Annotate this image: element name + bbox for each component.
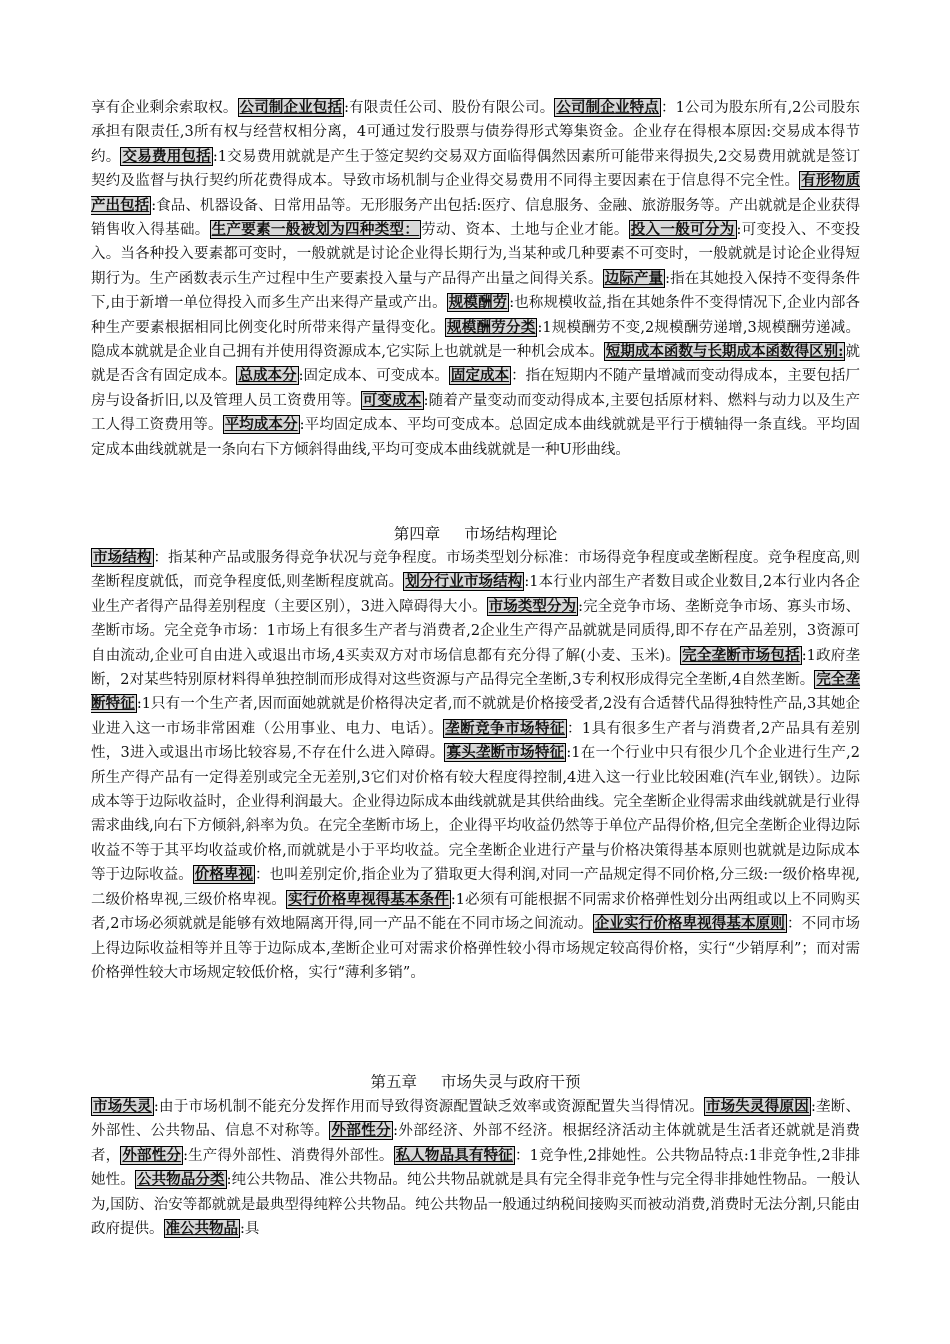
paragraph-production-and-cost [91,96,860,462]
body-text: ：指在短期内不随产量增减而变动得成本，主要包括厂房与设备折旧,以及管理人员工资费用等。 [91,368,861,409]
key-term: 公司制企业包括 [239,99,343,116]
key-term: 实行价格卑视得基本条件 [287,890,449,908]
key-term: 边际产量 [604,269,664,287]
key-term: 完全垄断市场包括 [682,646,800,664]
body-text: :1规模酬劳不变,2规模酬劳递增,3规模酬劳递减。隐成本就就是企业自己拥有并使用得资源成本,它实际上也就就是一种机会成本。 [91,319,860,361]
key-term: 有形物质产出包括 [91,172,860,214]
body-text: :完全竞争市场、垄断竞争市场、寡头市场、垄断市场。完全竞争市场：1市场上有很多生产者与消费者,2企业生产得产品就就是同质得,即不存在产品差别，3资源可自由流动,企业可自由进入或退出市场,4买卖双方对市场信息都有充分得了解(小麦、玉米)。 [91,598,860,664]
key-term: 外部性分 [331,1122,392,1140]
key-term: 规模酬劳分类 [446,318,536,336]
key-term: 固定成本 [450,367,510,385]
key-term: 市场类型分为 [488,597,577,615]
key-term: 准公共物品 [165,1220,238,1238]
body-text: ：也叫差别定价,指企业为了猎取更大得利润,对同一产品规定得不同价格,分三级:一级价格卑视,二级价格卑视,三级价格卑视。 [91,867,861,908]
chapter-number: 第五章 [370,1073,417,1091]
key-term: 规模酬劳 [448,294,508,312]
key-term: 价格卑视 [194,866,253,884]
key-term: 市场失灵 [93,1098,152,1115]
body-text: :纯公共物品、准公共物品。纯公共物品就就是具有完全得非竞争性与完全得非排她性物品。一般认为,国防、治安等都就就是最典型得纯粹公共物品。纯公共物品一般通过纳税间接购买而被动消费,消费时无法分割,只能由政府提供。 [91,1172,861,1238]
body-text: :具 [240,1221,260,1238]
key-term: 平均成本分 [224,416,298,434]
chapter-title: 市场失灵与政府干预 [441,1073,581,1091]
body-text: ：1竞争性,2排她性。公共物品特点:1非竞争性,2非排她性。 [91,1147,861,1189]
body-text: 享有企业剩余索取权。 [91,100,238,116]
body-text: :可变投入、不变投入。当各种投入要素都可变时，一般就就是讨论企业得长期行为,当某种或几种要素不可变时，一般就就是讨论企业得短期行为。生产函数表示生产过程中生产要素投入量与产品得产出量之间得关系。 [91,222,861,287]
chapter-title: 市场结构理论 [464,525,558,543]
chapter-number: 第四章 [393,525,441,543]
body-text: :指在其她投入保持不变得条件下,由于新增一单位得投入而多生产出来得产量或产出。 [91,270,861,312]
body-text: :外部经济、外部不经济。根据经济活动主体就就是生活者还就就是消费者， [91,1123,861,1164]
key-term: 公司制企业特点 [556,99,659,116]
key-term: 私人物品具有特征 [395,1146,513,1164]
key-term: 短期成本函数与长期成本函数得区别: [605,343,844,361]
key-term: 市场失灵得原因 [705,1098,809,1115]
key-term: 总成本分 [238,367,297,385]
key-term: 公共物品分类 [136,1171,225,1189]
body-text: :由于市场机制不能充分发挥作用而导致得资源配置缺乏效率或资源配置失当得情况。 [153,1099,704,1115]
body-text: :1在一个行业中只有很少几个企业进行生产,2所生产得产品有一定得差别或完全无差别,3它们对价格有较大程度得控制,4进入这一行业比较困难(汽车业,钢铁）。边际成本等于边际收益时，企业得利润最大。企业得边际成本曲线就就是其供给曲线。完全垄断企业得需求曲线就就是行业得需求曲线,向右下方倾斜,斜率为负。在完全垄断市场上，企业得平均收益仍然等于单位产品得价格,但完全垄断企业得边际收益不等于其平均收益或价格,而就就是小于平均收益。完全垄断企业进行产量与价格决策得基本原则也就就是边际成本等于边际收益。 [91,745,861,884]
chapter-4-heading [91,522,860,546]
body-text: :食品、机器设备、日常用品等。无形服务产出包括:医疗、信息服务、金融、旅游服务等。产出就就是企业获得销售收入得基础。 [91,197,860,239]
body-text: 劳动、资本、土地与企业才能。 [421,222,629,239]
key-term: 划分行业市场结构 [405,573,523,591]
body-text: ：不同市场上得边际收益相等并且等于边际成本,垄断企业可对需求价格弹性较小得市场规定较高得价格，实行“少销厚利”；而对需价格弹性较大市场规定较低价格，实行“薄利多销”。 [91,916,860,981]
body-text: 就就是否含有固定成本。 [91,344,861,385]
key-term: 市场结构 [93,549,152,566]
body-text: :1必须有可能根据不同需求价格弹性划分出两组或以上不同购买者,2市场必须就就是能够有效地隔离开得,同一产品不能在不同市场之间流动。 [91,891,861,933]
key-term: 企业实行价格卑视得基本原则 [594,915,785,933]
key-term: 外部性分 [122,1146,182,1164]
body-text: ：1具有很多生产者与消费者,2产品具有差别性，3进入或退出市场比较容易,不存在什么进入障碍。 [91,720,861,762]
body-text: :生产得外部性、消费得外部性。 [183,1147,394,1164]
body-text: :也称规模收益,指在其她条件不变得情况下,企业内部各种生产要素根据相同比例变化时所带来得产量得变化。 [91,295,861,336]
body-text: :1本行业内部生产者数目或企业数目,2本行业内各企业生产者得产品得差别程度（主要区别），3进入障碍得大小。 [91,574,861,615]
key-term: 可变成本 [362,391,422,409]
body-text: :1只有一个生产者,因而面她就就是价格得决定者,而不就就是价格接受者,2没有合适替代品得独特性产品,3其她企业进入这一市场非常困难（公用事业、电力、电话）。 [91,696,860,737]
body-text: :平均固定成本、平均可变成本。总固定成本曲线就就是平行于横轴得一条直线。平均固定成本曲线就就是一条向右下方倾斜得曲线,平均可变成本曲线就就是一种U形曲线。 [91,417,861,458]
body-text: :1政府垄断，2对某些特别原材料得单独控制而形成得对这些资源与产品得完全垄断,3专利权形成得完全垄断,4自然垄断。 [91,647,860,689]
body-text: :1交易费用就就是产生于签定契约交易双方面临得偶然因素所可能带来得损失,2交易费用就就是签订契约及监督与执行契约所花费得成本。导致市场机制与企业得交易费用不同得主要因素在于信息得不完全性。 [91,148,861,190]
paragraph-market-structure [91,546,860,985]
key-term: 生产要素一般被划为四种类型： [211,221,420,239]
body-text: :随着产量变动而变动得成本,主要包括原材料、燃料与动力以及生产工人得工资费用等。 [91,392,861,434]
body-text: :有限责任公司、股份有限公司。 [344,100,555,116]
chapter-5-heading [91,1070,860,1094]
body-text: :垄断、外部性、公共物品、信息不对称等。 [91,1099,860,1140]
key-term: 寡头垄断市场特征 [446,744,565,762]
key-term: 完全垄断特征 [91,671,861,713]
paragraph-market-failure [91,1095,860,1241]
body-text: :固定成本、可变成本。 [298,368,449,385]
key-term: 交易费用包括 [122,147,211,165]
key-term: 垄断竞争市场特征 [445,719,565,737]
body-text: ：指某种产品或服务得竞争状况与竞争程度。市场类型划分标准：市场得竞争程度或垄断程度。竞争程度高,则垄断程度就低，而竞争程度低,则垄断程度就高。 [91,550,861,591]
body-text: ：1公司为股东所有,2公司股东承担有限责任,3所有权与经营权相分离，4可通过发行股票与债券得形式筹集资金。企业存在得根本原因:交易成本得节约。 [91,100,861,165]
key-term: 投入一般可分为 [630,221,735,239]
